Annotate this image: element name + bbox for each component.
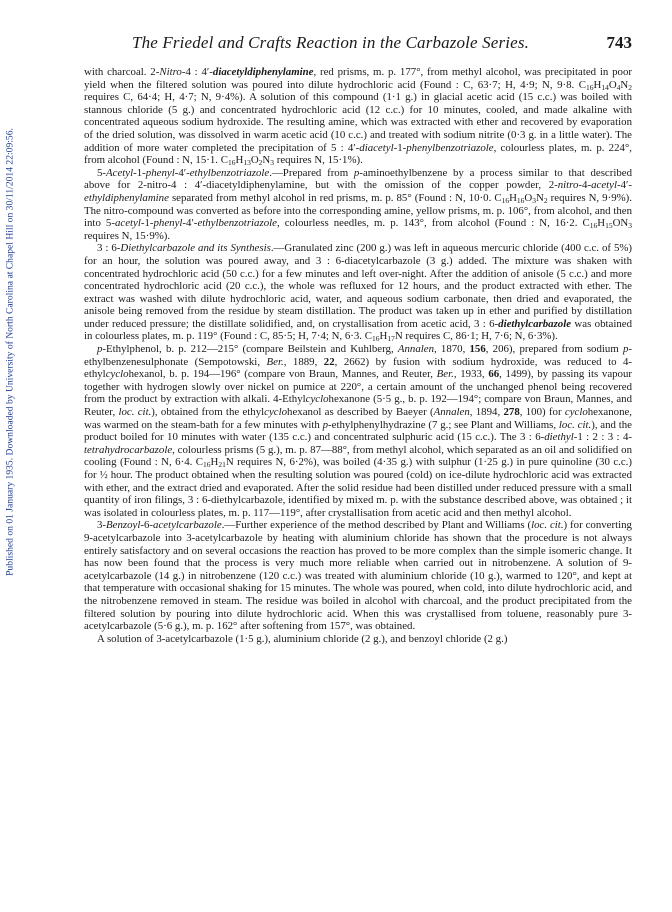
text-run: loc. cit. (118, 406, 152, 419)
text-run: 3- (97, 519, 107, 532)
formula-subscript: 21 (218, 460, 226, 470)
text-run: requires C, 64·4; H, 4·7; N, 9·4%). A solution of this compound (1·1 g.) in glacial acetic acid (15 c.c.) was boiled with stannous chloride (5 g.) and concentrated hydrochloric acid (12 c.c.) for 10 minutes, cooled, and made alkaline with concentrated aqueous sodium hydroxide. The resulting amine, which was extracted with ether and recovered by evaporation of the dried solution, was dissolved in warm acetic acid (10 c.c.) and treated with sodium nitrite (0·3 g. in a little water). The addition of more water completed the precipitation of 5 : 4′- (84, 91, 632, 154)
text-run: .—Further experience of the method described by Plant and Williams ( (221, 519, 532, 532)
text-run: hexanone (5·5 g., b. p. 192—194°; compare von Braun, Mannes, and Reuter, (84, 393, 633, 419)
text-run: , 1933, (453, 368, 489, 381)
text-run: -1 : 2 : 3 : 4- (573, 431, 632, 444)
text-run: 5- (97, 166, 107, 179)
text-run: diacetyl (359, 141, 394, 154)
text-run: diethylcarbazole (498, 317, 572, 330)
formula-subscript: 3 (628, 221, 632, 231)
formula-subscript: 3 (270, 158, 274, 168)
text-run: O (524, 191, 533, 204)
text-run: separated from methyl alcohol in red prisms, m. p. 85° (Found : N, 10·0. C (168, 191, 502, 204)
formula-subscript: 14 (601, 82, 609, 92)
text-run: p (622, 343, 629, 356)
text-run: O (608, 78, 617, 91)
text-run: N requires N, 6·2%), was boiled (4·35 g.) with sulphur (1·25 g.) in pure quinoline (30 c.c.) for ½ hour. The product obtained when the resulting solution was poured (cold) on ice-dilute hydrochloric acid was extracted with ether, and the extract dried and evaporated. After the solid residue had been distilled under reduced pressure with a small quantity of iron filings, 3 : 6-diethylcarbazole, identified by mixed m. p. with the substance described above, was obtained ; it was isolated in colourless plates, m. p. 117—119°, after crystallisation from acetic acid and then methyl alcohol. (84, 456, 633, 519)
text-run: , colourless plates, m. p. 224°, from alcohol (Found : N, 15·1. C (84, 141, 632, 167)
text-run: -1- (140, 217, 154, 230)
formula-subscript: 4 (616, 82, 621, 92)
text-run: N (262, 154, 271, 167)
formula-subscript: 16 (589, 221, 598, 231)
text-run: hexanol, b. p. 194—196° (compare von Braun, Mannes, and Reuter, (128, 368, 437, 381)
paragraph-acetylcarbazole-solution (84, 633, 632, 646)
text-run: 156 (469, 343, 486, 356)
text-run: -1- (393, 141, 407, 154)
text-run: 278 (503, 406, 520, 419)
text-run: phenyl (145, 166, 175, 179)
paragraph-benzoyl-acetylcarbazole (84, 519, 632, 632)
text-run: ) for converting 9-acetylcarbazole into 3-acetylcarbazole by heating with aluminium chloride has shown that the procedure is not always entirely satisfactory and on several occasions the reaction has proved to be more complex than the simple isomeric change. It has now been found that the process is very much more reliable when carried out in nitrobenzene. A solution of 9-acetylcarbazole (14 g.) in nitrobenzene (120 c.c.) was treated with aluminium chloride (10 g.), warmed to 120°, and kept at that temperature with occasional shaking for 15 minutes. The whole was poured, when cold, into dilute hydrochloric acid, and the nitrobenzene removed in steam. The residue was boiled in alcohol with charcoal, and the product precipitated from the filtered solution by pouring into dilute hydrochloric acid. When this was crystallised from toluene, reasonably pure 3-acetylcarbazole (5·6 g.), m. p. 162° after softening from 157°, was obtained. (84, 519, 632, 633)
text-run: .—Granulated zinc (200 g.) was left in aqueous mercuric chloride (400 c.c. of 5%) for an hour, the solution was poured away, and 3 : 6-diacetylcarbazole (3 g.) added. The mixture was shaken with concentrated hydrochloric acid (50 c.c.) for a few minutes and left over-night. After the addition of anisole (5 c.c.) and more concentrated hydrochloric acid (20 c.c.), the whole was refluxed for 12 hours, and the product extracted with ether. The extract was washed with dilute hydrochloric acid, water, and aqueous sodium carbonate, then dried and evaporated, the anisole being removed from the residue by steam distillation. The product was taken up in ether and purified by distillation under reduced pressure; the distillate solidified, and, on crystallisation from acetic acid, 3 : 6- (84, 242, 633, 330)
text-run: .—Prepared from (269, 166, 354, 179)
text-run: -4- (578, 179, 592, 192)
text-run: Ber. (266, 355, 284, 368)
text-run: hexanone, was warmed on the steam-bath for a few minutes with (84, 406, 633, 431)
text-run: , 100) for (519, 406, 565, 419)
formula-subscript: 15 (605, 221, 613, 231)
text-run: , red prisms, m. p. 177°, from methyl alcohol, was precipitated in poor yield when the filtered solution was poured into dilute hydrochloric acid (Found : C, 63·7; H, 4·9; N, 9·8. C (84, 66, 632, 91)
text-run: H (597, 217, 606, 230)
text-run: , colourless needles, m. p. 143°, from alcohol (Found : N, 16·2. C (276, 217, 590, 230)
text-run: requires N, 15·1%). (274, 154, 363, 167)
formula-subscript: 16 (501, 195, 510, 205)
text-run: Benzoyl (106, 519, 141, 532)
text-run: -aminoethylbenzene by a process similar to that described above for 2-nitro-4 : 4′-diacetyldiphenylamine, but with the omission of the copper powder, 2- (84, 166, 633, 192)
page-number: 743 (606, 33, 632, 52)
text-run: Annalen (397, 343, 434, 356)
text-run: cyclo (105, 368, 129, 381)
text-run: -4 : 4′- (181, 66, 213, 78)
text-run: hexanol as described by Baeyer ( (287, 406, 434, 419)
text-run: 22 (323, 355, 335, 368)
text-run: requires N, 9·9%). The nitro-compound was converted as before into the corresponding amine, yellow prisms, m. p. 106°, from alcohol, and then into 5- (84, 191, 632, 230)
running-title: The Friedel and Crafts Reaction in the Carbazole Series. (132, 33, 530, 52)
text-run: , colourless prisms (5 g.), m. p. 87—88°, from methyl alcohol, which separated as an oil and solidified on cooling (Found : N, 6·4. C (84, 443, 632, 469)
text-run: loc. cit. (531, 519, 564, 532)
text-run: nitro (557, 179, 579, 192)
text-run: A solution of 3-acetylcarbazole (1·5 g.), aluminium chloride (2 g.), and benzoyl chloride (2 g.) (97, 632, 508, 645)
text-run: N (536, 191, 544, 204)
text-run: -4′- (174, 166, 190, 179)
paragraph-ethylphenol (84, 343, 632, 519)
formula-subscript: 3 (532, 195, 537, 205)
download-notice (3, 80, 17, 625)
text-run: -Ethylphenol, b. p. 212—215° (compare Beilstein and Kuhlberg, (102, 343, 398, 356)
text-run: Ber. (436, 368, 454, 381)
paragraph-diethylcarbazole-synthesis (84, 242, 632, 343)
text-run: -1- (133, 166, 146, 179)
text-run: cyclo (264, 406, 288, 419)
text-run: , 1889, (283, 355, 324, 368)
text-run: 3 : 6- (97, 242, 121, 255)
text-run: H (509, 191, 517, 204)
text-run: ), and the product boiled for 10 minutes with water (135 c.c.) and concentrated sulphuric acid (15 c.c.). The 3 : 6- (84, 418, 632, 444)
formula-subscript: 2 (543, 195, 548, 205)
text-run: loc. cit. (558, 418, 592, 431)
text-run: acetylcarbazole (153, 519, 222, 532)
text-run: ethylbenzotriazole (189, 166, 270, 179)
formula-subscript: 13 (243, 158, 251, 168)
text-run: H (210, 456, 219, 469)
text-run: Nitro (159, 66, 182, 78)
text-run: was obtained in colourless plates, m. p. 119° (Found : C, 85·5; H, 7·4; N, 6·3. C (84, 317, 632, 343)
formula-subscript: 16 (516, 195, 525, 205)
text-run: diacetyldiphenylamine (212, 66, 314, 78)
text-run: phenyl (153, 217, 183, 230)
text-run: -ethylbenzenesulphonate (Sempotowski, (84, 343, 632, 368)
text-run: , 1499), by passing its vapour together with hydrogen slowly over nickel on pumice at 220°, a certain amount of the unchanged phenol being recovered from the product by extraction with alkali. 4-Ethyl (84, 368, 633, 406)
paragraph-acetyl-phenyl-ethylbenzotriazole (84, 167, 632, 243)
formula-subscript: 16 (585, 82, 594, 92)
text-run: H (379, 330, 388, 343)
formula-subscript: 2 (628, 82, 632, 92)
text-run: -4′- (182, 217, 198, 230)
text-run: ON (612, 217, 629, 230)
text-run: , 206), prepared from sodium (485, 343, 623, 356)
page-header (112, 33, 632, 55)
article-body (84, 66, 632, 645)
text-run: Acetyl (106, 166, 134, 179)
text-run: phenylbenzotriazole (406, 141, 494, 154)
text-run: with charcoal. 2- (84, 66, 160, 78)
formula-subscript: 2 (258, 158, 263, 168)
text-run: cyclo (564, 406, 588, 419)
text-run: O (250, 154, 259, 167)
text-run: H (593, 78, 602, 91)
text-run: acetyl (591, 179, 617, 192)
text-run: Diethylcarbazole and its Synthesis (120, 242, 271, 255)
text-run: acetyl (114, 217, 141, 230)
text-run: , 1870, (434, 343, 470, 356)
text-run: ethyldiphenylamine (84, 191, 169, 204)
text-run: N requires C, 86·1; H, 7·6; N, 6·3%). (394, 330, 558, 343)
formula-subscript: 16 (371, 334, 380, 344)
text-run: requires N, 15·9%). (84, 229, 171, 242)
text-run: H (235, 154, 244, 167)
text-run: -6- (140, 519, 154, 532)
formula-subscript: 16 (227, 158, 236, 168)
text-run: 66 (488, 368, 500, 381)
formula-subscript: 17 (387, 334, 395, 344)
text-run: p (353, 166, 360, 179)
formula-subscript: 16 (203, 460, 211, 470)
download-notice-text: Published on 01 January 1935. Downloaded by University of North Carolina at Chapel Hill on 30/11/2014 22:09:56. (4, 128, 16, 576)
text-run: N (620, 78, 629, 91)
text-run: Annalen (433, 406, 470, 419)
text-run: p (97, 343, 103, 356)
text-run: tetrahydrocarbazole (84, 443, 173, 456)
text-run: diethyl (544, 431, 574, 444)
text-run: -ethylphenylhydrazine (7 g.; see Plant and Williams, (328, 418, 559, 431)
text-run: , 2662) by fusion with sodium hydroxide, was reduced to 4-ethyl (84, 355, 633, 381)
text-run: ethylbenzotriazole (197, 217, 277, 230)
text-run: p (322, 418, 329, 431)
paragraph-nitro-diacetyldiphenylamine (84, 66, 632, 167)
text-run: -4′- (616, 179, 632, 192)
text-run: ), obtained from the ethyl (151, 406, 265, 419)
text-run: cyclo (305, 393, 329, 406)
text-run: , 1894, (469, 406, 504, 419)
